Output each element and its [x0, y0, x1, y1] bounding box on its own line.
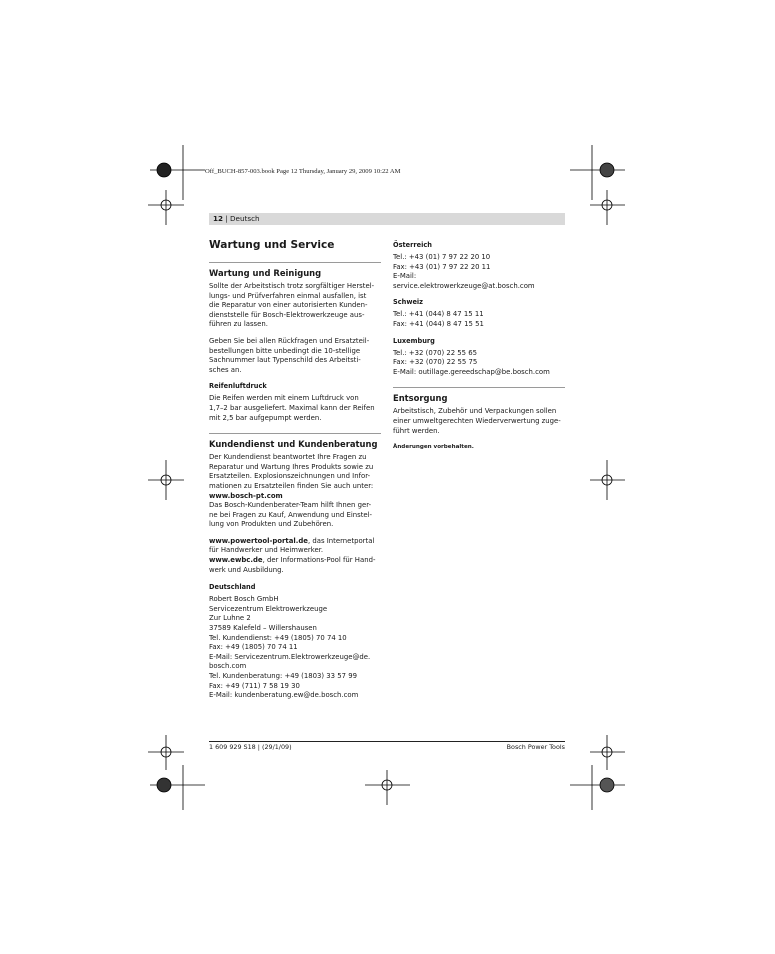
- country-switzerland: Schweiz: [393, 298, 424, 307]
- text-line: dienststelle für Bosch-Elektrowerkzeuge aus-: [209, 310, 365, 319]
- changes-note: Änderungen vorbehalten.: [393, 444, 474, 451]
- link-ewbc[interactable]: www.ewbc.de: [209, 556, 263, 565]
- paragraph-part-number: [209, 337, 381, 375]
- text-line: Fax: +41 (044) 8 47 15 51: [393, 319, 484, 328]
- paragraph-maintenance: [209, 282, 381, 330]
- address-germany: [209, 595, 381, 701]
- country-austria: Österreich: [393, 241, 432, 249]
- text-line: Fax: +43 (01) 7 97 22 20 11: [393, 262, 491, 271]
- heading-customer-service: Kundendienst und Kundenberatung: [209, 433, 381, 449]
- text-line: E-Mail:: [393, 272, 417, 281]
- page-header-bar: [209, 213, 565, 225]
- text-line: Der Kundendienst beantwortet Ihre Fragen zu: [209, 453, 367, 462]
- header-language: Deutsch: [230, 214, 260, 223]
- text-line: die Reparatur von einer autorisierten Kunden-: [209, 301, 368, 310]
- text-line: führt werden.: [393, 426, 440, 435]
- country-luxembourg: Luxemburg: [393, 336, 435, 345]
- text-line: E-Mail: outillage.gereedschap@be.bosch.com: [393, 367, 550, 376]
- text-line: Tel. Kundendienst: +49 (1805) 70 74 10: [209, 633, 347, 642]
- contact-switzerland: [393, 310, 565, 329]
- paragraph-disposal: [393, 407, 565, 436]
- heading-disposal: Entsorgung: [393, 387, 565, 403]
- text-line: führen zu lassen.: [209, 320, 268, 329]
- text-line: Robert Bosch GmbH: [209, 595, 279, 604]
- text-line: Reparatur und Wartung Ihres Produkts sowie zu: [209, 462, 374, 471]
- text-line: Geben Sie bei allen Rückfragen und Ersatzteil-: [209, 336, 370, 345]
- text-line: Tel.: +43 (01) 7 97 22 20 10: [393, 253, 491, 261]
- footer-doc-number: 1 609 929 S18 | (29/1/09): [209, 743, 292, 751]
- right-column: [393, 238, 565, 451]
- left-column: [209, 238, 381, 708]
- text-line: ne bei Fragen zu Kauf, Anwendung und Einstel-: [209, 510, 373, 519]
- text-line: Fax: +49 (1805) 70 74 11: [209, 643, 298, 652]
- section-title: Wartung und Service: [209, 239, 335, 251]
- link-bosch-pt[interactable]: www.bosch-pt.com: [209, 491, 283, 500]
- contact-austria: [393, 253, 565, 291]
- text-line: Die Reifen werden mit einem Luftdruck von: [209, 394, 359, 403]
- text-line: Tel. Kundenberatung: +49 (1803) 33 57 99: [209, 672, 357, 680]
- print-metadata: Off_BUCH-857-003.book Page 12 Thursday, January 29, 2009 10:22 AM: [205, 168, 401, 175]
- text-line: E-Mail: Servicezentrum.Elektrowerkzeuge@de.: [209, 652, 371, 661]
- text-line: Sollte der Arbeitstisch trotz sorgfältiger Herstel-: [209, 282, 375, 290]
- text-line: Fax: +32 (070) 22 55 75: [393, 358, 478, 367]
- text-fragment: , der Informations-Pool für Hand-: [262, 556, 376, 565]
- header-separator: |: [223, 214, 231, 223]
- text-line: lungs- und Prüfverfahren einmal ausfallen, ist: [209, 291, 367, 300]
- page-header: [213, 214, 260, 224]
- text-line: Das Bosch-Kundenberater-Team hilft Ihnen ger-: [209, 501, 372, 510]
- text-line: service.elektrowerkzeuge@at.bosch.com: [393, 281, 535, 290]
- footer-brand: Bosch Power Tools: [506, 743, 565, 751]
- text-line: Fax: +49 (711) 7 58 19 30: [209, 681, 300, 690]
- text-line: lung von Produkten und Zubehören.: [209, 520, 334, 529]
- text-line: Servicezentrum Elektrowerkzeuge: [209, 604, 328, 613]
- text-line: Zur Luhne 2: [209, 614, 251, 623]
- heading-maintenance: Wartung und Reinigung: [209, 262, 381, 278]
- text-line: mit 2,5 bar aufgepumpt werden.: [209, 413, 322, 422]
- link-powertool-portal[interactable]: www.powertool-portal.de: [209, 536, 308, 545]
- contact-luxembourg: [393, 349, 565, 378]
- text-line: mationen zu Ersatzteilen finden Sie auch unter:: [209, 481, 374, 490]
- text-line: Tel.: +32 (070) 22 55 65: [393, 348, 478, 357]
- text-line: 37589 Kalefeld – Willershausen: [209, 624, 317, 633]
- page-number: 12: [213, 214, 224, 223]
- country-germany: Deutschland: [209, 583, 256, 592]
- paragraph-portals: [209, 537, 381, 575]
- text-line: Ersatzteilen. Explosionszeichnungen und Infor-: [209, 472, 371, 481]
- text-line: Sachnummer laut Typenschild des Arbeitsti-: [209, 356, 361, 365]
- subheading-tyre-pressure: Reifenluftdruck: [209, 382, 267, 391]
- text-line: bosch.com: [209, 662, 247, 671]
- footer-rule: [209, 741, 565, 742]
- text-line: Arbeitstisch, Zubehör und Verpackungen sollen: [393, 407, 557, 416]
- paragraph-tyre-pressure: [209, 394, 381, 423]
- text-line: werk und Ausbildung.: [209, 565, 284, 574]
- text-line: einer umweltgerechten Wiederverwertung zuge-: [393, 416, 561, 425]
- text-line: E-Mail: kundenberatung.ew@de.bosch.com: [209, 691, 359, 700]
- text-line: für Handwerker und Heimwerker.: [209, 546, 324, 555]
- text-line: 1,7–2 bar ausgeliefert. Maximal kann der Reifen: [209, 403, 375, 412]
- text-line: bestellungen bitte unbedingt die 10-stellige: [209, 346, 361, 355]
- text-line: Tel.: +41 (044) 8 47 15 11: [393, 310, 484, 319]
- text-line: sches an.: [209, 365, 242, 374]
- paragraph-customer-service: [209, 453, 381, 530]
- text-fragment: , das Internetportal: [307, 536, 375, 545]
